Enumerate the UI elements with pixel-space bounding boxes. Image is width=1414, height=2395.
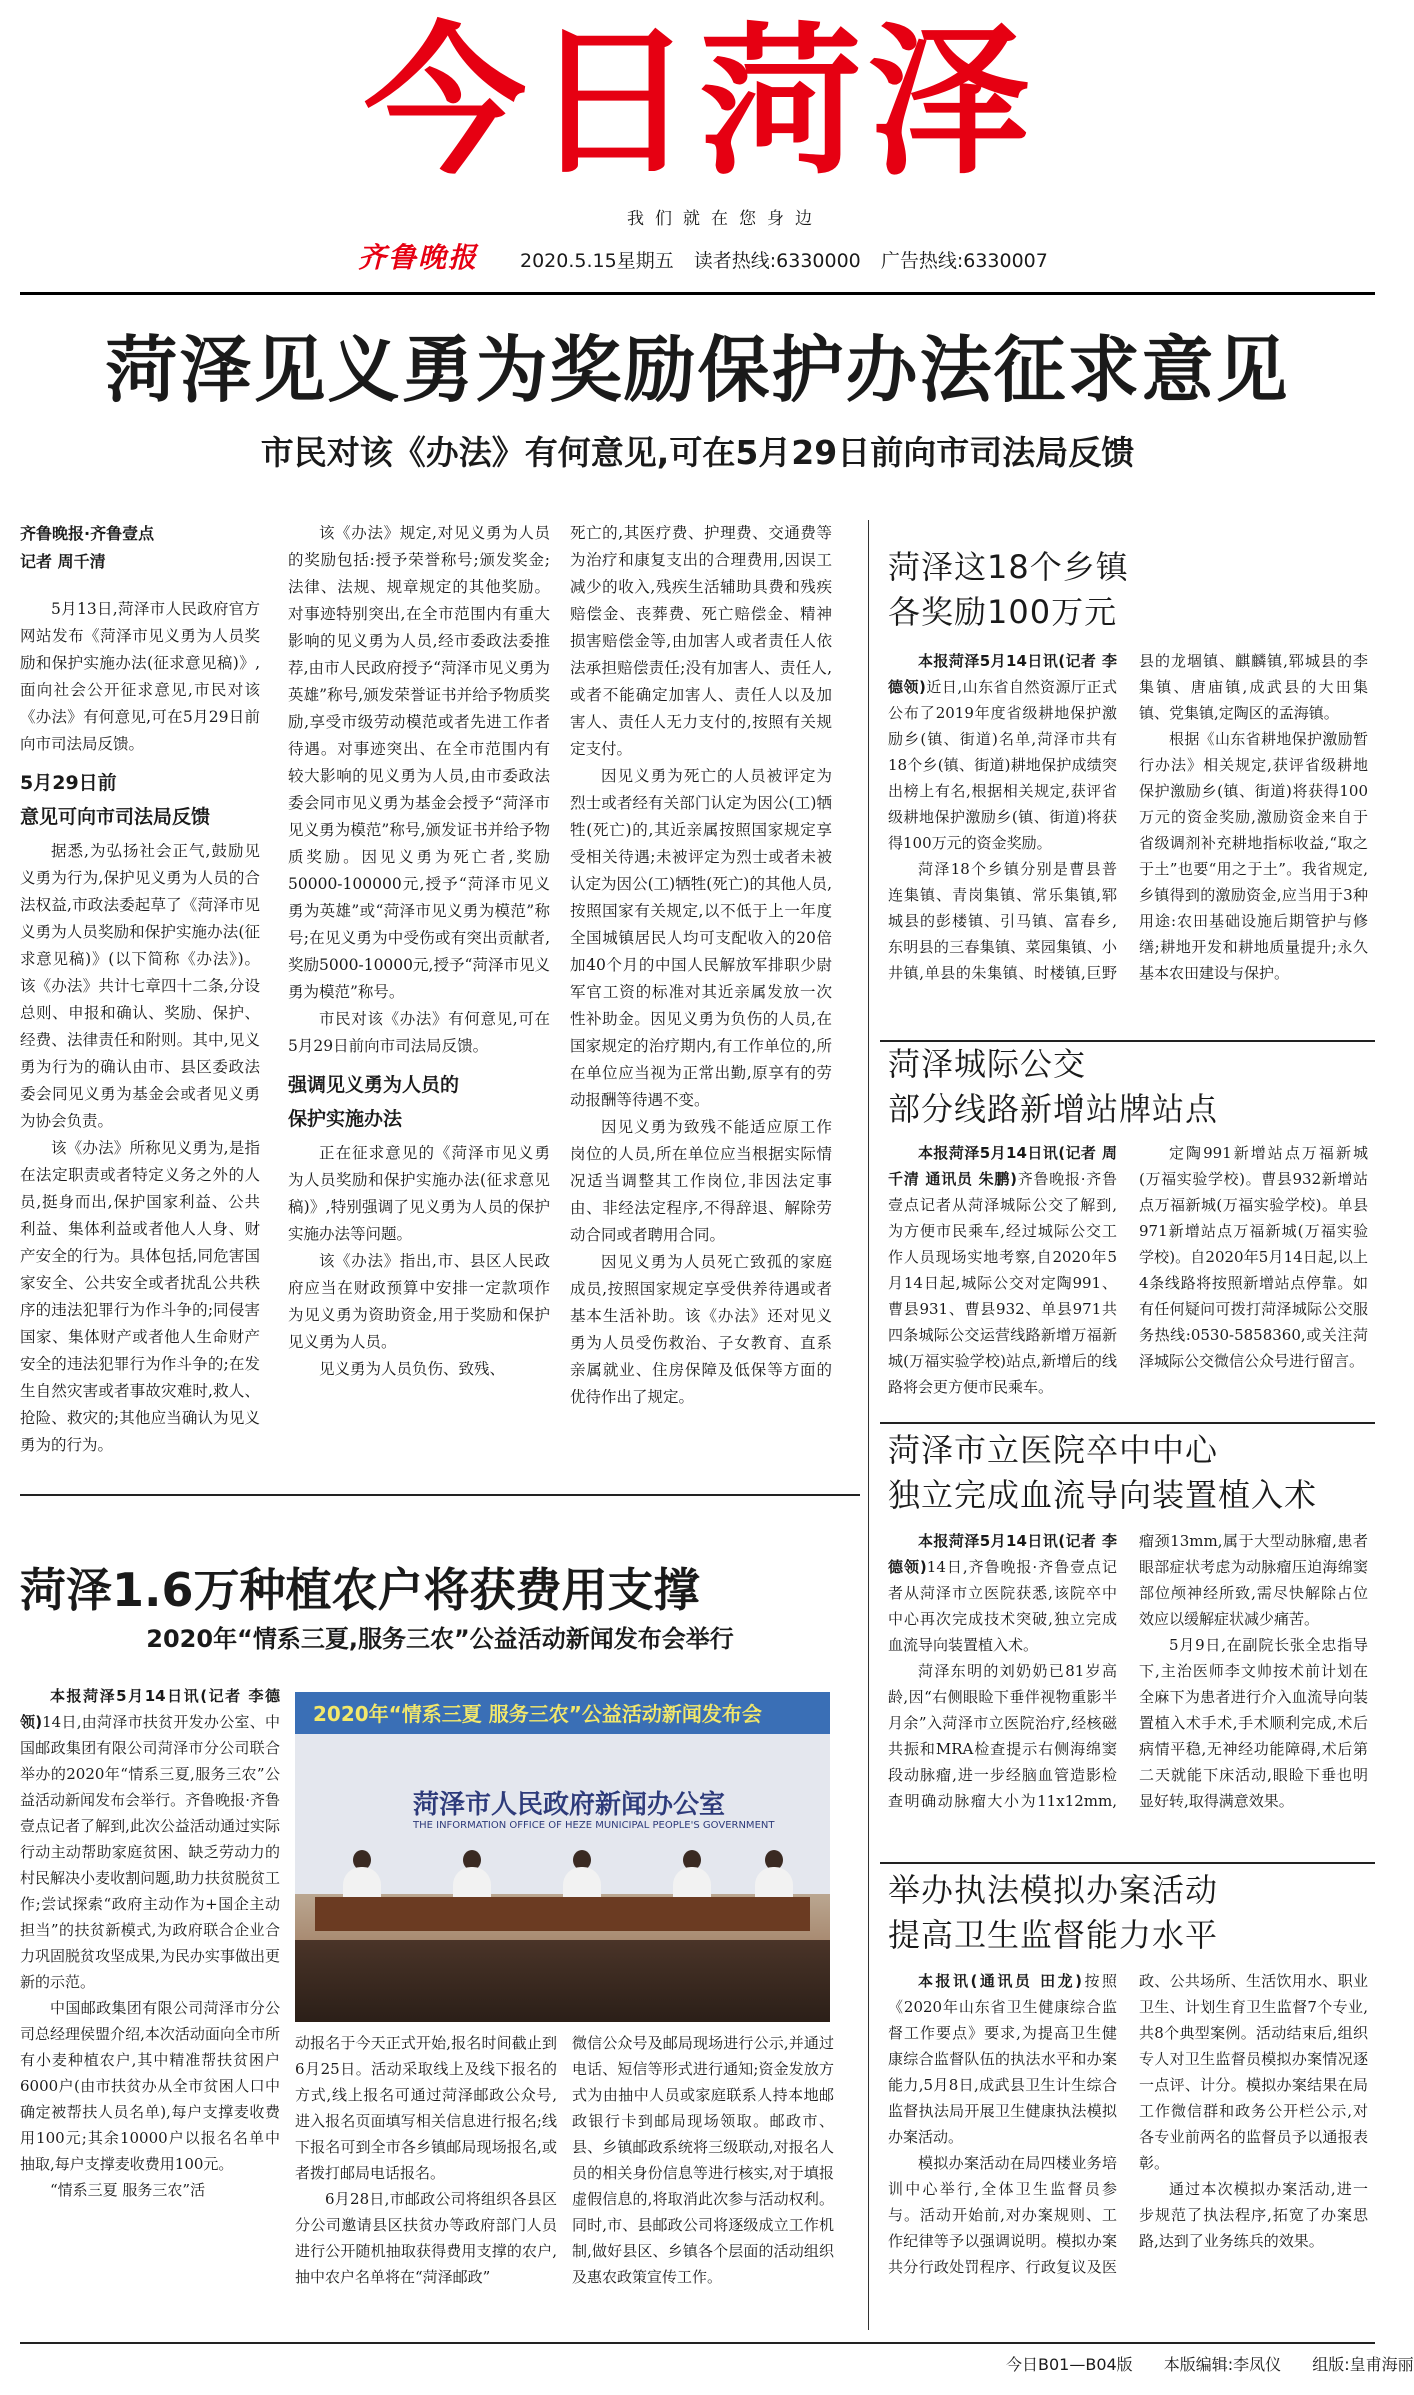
body-paragraph: 该《办法》指出,市、县区人民政府应当在财政预算中安排一定款项作为见义勇为资助资金,用于奖励和保护见义勇为人员。 <box>288 1252 550 1351</box>
body-paragraph: 齐鲁晚报·齐鲁壹点记者从菏泽城际公交了解到,为方便市民乘车,经过城际公交工作人员现场实地考察,自2020年5月14日起,城际公交对定陶991、曹县931、曹县932、单县971共四条城际公交运营线路新增万福新城(万福实验学校)站点,新增后的线路将会更方便市民乘车。 <box>888 1170 1117 1396</box>
section-rule <box>20 1494 860 1496</box>
farmers-column-1 <box>20 1683 280 2333</box>
issue-date: 2020.5.15星期五 <box>520 250 674 272</box>
masthead-rule <box>20 292 1375 295</box>
body-paragraph: 按照《2020年山东省卫生健康综合监督工作要点》要求,为提高卫生健康综合监督队伍的执法水平和办案能力,5月8日,成武县卫生计生综合监督执法局开展卫生健康执法模拟办案活动。 <box>888 1972 1117 2146</box>
bus-title-1: 菏泽城际公交 <box>888 1045 1087 1083</box>
health-title-2: 提高卫生监督能力水平 <box>888 1916 1219 1954</box>
masthead-title: 今日菏泽 <box>364 9 1036 197</box>
section-subhead: 5月29日前 意见可向市司法局反馈 <box>20 772 211 828</box>
body-paragraph: 因见义勇为致残不能适应原工作岗位的人员,所在单位应当根据实际情况适当调整其工作岗位,非因法定事由、非经法定程序,不得辞退、解除劳动合同或者聘用合同。 <box>570 1118 832 1244</box>
photo-nameplate: 菏泽市人民政府新闻办公室 <box>413 1790 726 1820</box>
bus-lead: 本报菏泽5月14日讯(记者 周千清 通讯员 朱鹏) <box>888 1144 1117 1188</box>
photo-table <box>315 1897 810 1931</box>
bus-title-2: 部分线路新增站牌站点 <box>888 1090 1219 1128</box>
hospital-body <box>888 1528 1368 1858</box>
body-paragraph: 近日,山东省自然资源厅正式公布了2019年度省级耕地保护激励乡(镇、街道)名单,菏泽市共有18个乡(镇、街道)耕地保护成绩突出榜上有名,根据相关规定,获评省级耕地保护激励乡(镇、街道)将获得100万元的资金奖励。 <box>888 678 1117 852</box>
issue-info <box>520 246 1062 273</box>
body-paragraph: 因见义勇为人员死亡致孤的家庭成员,按照国家规定享受供养待遇或者基本生活补助。该《办法》还对见义勇为人员受伤救治、子女教育、直系亲属就业、住房保障及低保等方面的优待作出了规定。 <box>570 1253 832 1406</box>
hospital-lead: 本报菏泽5月14日讯(记者 李德领) <box>888 1532 1117 1576</box>
townships-title-2: 各奖励100万元 <box>888 593 1118 631</box>
body-paragraph: 14日,由菏泽市扶贫开发办公室、中国邮政集团有限公司菏泽市分公司联合举办的2020年“情系三夏,服务三农”公益活动新闻发布会举行。齐鲁晚报·齐鲁壹点记者了解到,此次公益活动通过实际行动主动帮助家庭贫困、缺乏劳动力的村民解决小麦收割问题,助力扶贫脱贫工作;尝试探索“政府主动作为+国企主动担当”的扶贫新模式,为政府联合企业合力巩固脱贫攻坚成果,为民办实事做出更新的示范。 <box>20 1713 280 1991</box>
body-paragraph: 模拟办案活动在局四楼业务培训中心举行,全体卫生监督员参与。活动开始前,对办案规则、工作纪律等予以强调说明。模拟办案共分行政处罚程序、行政复议及医政、公共场所、生活饮用水、职业卫生、计划生育卫生监督7个专业,共8个典型案例。活动结束后,组织专人对卫生监督员模拟办案情况逐一点评、计分。模拟办案结果在局工作微信群和政务公开栏公示,对各专业前两名的监督员予以通报表彰。 <box>888 1972 1368 2276</box>
lead-column-1 <box>20 520 260 1490</box>
photo-banner-text: 2020年“情系三夏 服务三农”公益活动新闻发布会 <box>313 1702 762 1726</box>
body-paragraph: 通过本次模拟办案活动,进一步规范了执法程序,拓宽了办案思路,达到了业务练兵的效果。 <box>1139 2180 1368 2250</box>
lead-paragraph: 5月13日,菏泽市人民政府官方网站发布《菏泽市见义勇为人员奖励和保护实施办法(征求意见稿)》,面向社会公开征求意见,市民对该《办法》有何意见,可在5月29日前向市司法局反馈。 <box>20 600 260 753</box>
body-paragraph: 动报名于今天正式开始,报名时间截止到6月25日。活动采取线上及线下报名的方式,线上报名可通过菏泽邮政公众号,进入报名页面填写相关信息进行报名;线下报名可到全市各乡镇邮局现场报名,或者拨打邮局电话报名。 <box>295 2034 557 2182</box>
body-paragraph: 菏泽东明的刘奶奶已81岁高龄,因“右侧眼睑下垂伴视物重影半月余”入菏泽市立医院治疗,经核磁共振和MRA检查提示右侧海绵窦段动脉瘤,进一步经脑血管造影检查明确动脉瘤大小为11x12mm,瘤颈13mm,属于大型动脉瘤,患者眼部症状考虑为动脉瘤压迫海绵窦部位颅神经所致,需尽快解除占位效应以缓解症状减少痛苦。 <box>888 1532 1368 1810</box>
body-paragraph: 该《办法》规定,对见义勇为人员的奖励包括:授予荣誉称号;颁发奖金;法律、法规、规章规定的其他奖励。对事迹特别突出,在全市范围内有重大影响的见义勇为人员,经市委政法委推荐,由市人民政府授予“菏泽市见义勇为英雄”称号,颁发荣誉证书并给予物质奖励,享受市级劳动模范或者先进工作者待遇。对事迹突出、在全市范围内有较大影响的见义勇为人员,由市委政法委会同市见义勇为基金会授予“菏泽市见义勇为模范”称号,颁发证书并给予物质奖励。因见义勇为死亡者,奖励50000-100000元,授予“菏泽市见义勇为英雄”或“菏泽市见义勇为模范”称号;在见义勇为中受伤或有突出贡献者,奖励5000-10000元,授予“菏泽市见义勇为模范”称号。 <box>288 524 550 1001</box>
body-paragraph: 见义勇为人员负伤、致残、 <box>319 1360 506 1378</box>
photo-audience <box>295 1940 830 2022</box>
section-rule <box>880 1862 1375 1864</box>
hospital-title-1: 菏泽市立医院卒中中心 <box>888 1431 1219 1469</box>
body-paragraph: 微信公众号及邮局现场进行公示,并通过电话、短信等形式进行通知;资金发放方式为由抽中人员或家庭联系人持本地邮政银行卡到邮局现场领取。邮政市、县、乡镇邮政系统将三级联动,对报名人员的相关身份信息等进行核实,对于填报虚假信息的,将取消此次参与活动权利。同时,市、县邮政公司将逐级成立工作机制,做好县区、乡镇各个层面的活动组织及惠农政策宣传工作。 <box>572 2034 834 2286</box>
health-lead: 本报讯(通讯员 田龙) <box>918 1972 1082 1990</box>
body-paragraph: 该《办法》所称见义勇为,是指在法定职责或者特定义务之外的人员,挺身而出,保护国家利益、公共利益、集体利益或者他人人身、财产安全的行为。具体包括,同危害国家安全、公共安全或者扰乱公共秩序的违法犯罪行为作斗争的;同侵害国家、集体财产或者他人生命财产安全的违法犯罪行为作斗争的;在发生自然灾害或者事故灾难时,救人、抢险、救灾的;其他应当确认为见义勇为的行为。 <box>20 1139 260 1454</box>
body-paragraph: 根据《山东省耕地保护激励暂行办法》相关规定,获评省级耕地保护激励乡(镇、街道)将获得100万元的资金奖励,激励资金来自于省级调剂补充耕地指标收益,“取之于土”也要“用之于土”。我省规定,乡镇得到的激励资金,应当用于3种用途:农田基础设施后期管护与修缮;耕地开发和耕地质量提升;永久基本农田建设与保护。 <box>1139 730 1368 982</box>
footer-editor: 本版编辑:李凤仪 <box>1163 2355 1282 2374</box>
body-paragraph: 因见义勇为死亡的人员被评定为烈士或者经有关部门认定为因公(工)牺牲(死亡)的,其近亲属按照国家规定享受相关待遇;未被评定为烈士或者未被认定为因公(工)牺牲(死亡)的其他人员,按照国家有关规定,以不低于上一年度全国城镇居民人均可支配收入的20倍加40个月的中国人民解放军排职少尉军官工资的标准对其近亲属发放一次性补助金。因见义勇为负伤的人员,在国家规定的治疗期内,有工作单位的,所在单位应当视为正常出勤,原享有的劳动报酬等待遇不变。 <box>570 767 832 1109</box>
farmers-subheadline: 2020年“情系三夏,服务三农”公益活动新闻发布会举行 <box>146 1625 734 1653</box>
lead-column-3 <box>570 520 832 1490</box>
body-paragraph: 中国邮政集团有限公司菏泽市分公司总经理侯盟介绍,本次活动面向全市所有小麦种植农户,其中精准帮扶贫困户6000户(由市扶贫办从全市贫困人口中确定被帮扶人员名单),每户支撑麦收费用100元;其余10000户以报名名单中抽取,每户支撑麦收费用100元。 <box>20 1999 280 2173</box>
townships-body <box>888 648 1368 1038</box>
body-paragraph: 菏泽18个乡镇分别是曹县普连集镇、青岗集镇、常乐集镇,郓城县的彭楼镇、引马镇、富春乡,东明县的三春集镇、菜园集镇、小井镇,单县的朱集镇、时楼镇,巨野县的龙堌镇、麒麟镇,郓城县的李集镇、唐庙镇,成武县的大田集镇、党集镇,定陶区的孟海镇。 <box>888 652 1368 982</box>
farmers-headline: 菏泽1.6万种植农户将获费用支撑 <box>20 1563 700 1617</box>
health-title-1: 举办执法模拟办案活动 <box>888 1871 1219 1909</box>
farmers-column-3 <box>572 2030 834 2335</box>
byline-source: 齐鲁晚报·齐鲁壹点 <box>20 524 155 543</box>
farmers-column-2 <box>295 2030 557 2335</box>
ad-hotline: 广告热线:6330007 <box>880 250 1048 272</box>
hospital-title-2: 独立完成血流导向装置植入术 <box>888 1476 1318 1514</box>
health-body <box>888 1968 1368 2333</box>
body-paragraph: 定陶991新增站点万福新城(万福实验学校)。曹县932新增站点万福新城(万福实验学校)。单县971新增站点万福新城(万福实验学校)。自2020年5月14日起,以上4条线路将按照新增站点停靠。如有任何疑问可拨打菏泽城际公交服务热线:0530-5858360,或关注菏泽城际公交微信公众号进行留言。 <box>1139 1144 1368 1370</box>
footer-rule <box>20 2342 1375 2344</box>
footer-pages: 今日B01—B04版 <box>1006 2355 1133 2374</box>
byline-reporter: 记者 周千清 <box>20 552 106 571</box>
body-paragraph: “情系三夏 服务三农”活 <box>50 2181 206 2199</box>
lead-subheadline: 市民对该《办法》有何意见,可在5月29日前向市司法局反馈 <box>260 433 1135 472</box>
masthead-slogan: 我们就在您身边 <box>627 209 823 229</box>
press-conference-photo <box>295 1692 830 2022</box>
footer-layout: 组版:皇甫海丽 <box>1312 2355 1414 2374</box>
body-paragraph: 5月9日,在副院长张全忠指导下,主治医师李文帅按术前计划在全麻下为患者进行介入血流导向装置植入术手术,手术顺利完成,术后病情平稳,无神经功能障碍,术后第二天就能下床活动,眼睑下垂也明显好转,取得满意效果。 <box>1139 1636 1368 1810</box>
page-footer <box>980 2352 1414 2375</box>
body-paragraph: 市民对该《办法》有何意见,可在5月29日前向市司法局反馈。 <box>288 1010 550 1055</box>
body-paragraph: 正在征求意见的《菏泽市见义勇为人员奖励和保护实施办法(征求意见稿)》,特别强调了见义勇为人员的保护实施办法等问题。 <box>288 1144 550 1243</box>
townships-lead: 本报菏泽5月14日讯(记者 李德领) <box>888 652 1117 696</box>
brand-logo: 齐鲁晚报 <box>358 241 479 274</box>
body-paragraph: 死亡的,其医疗费、护理费、交通费等为治疗和康复支出的合理费用,因误工减少的收入,残疾生活辅助具费和残疾赔偿金、丧葬费、死亡赔偿金、精神损害赔偿金等,由加害人或者责任人依法承担赔偿责任;没有加害人、责任人,或者不能确定加害人、责任人以及加害人、责任人无力支付的,按照有关规定支付。 <box>570 524 832 758</box>
body-paragraph: 14日,齐鲁晚报·齐鲁壹点记者从菏泽市立医院获悉,该院卒中中心再次完成技术突破,独立完成血流导向装置植入术。 <box>888 1558 1118 1654</box>
section-subhead: 强调见义勇为人员的 保护实施办法 <box>288 1074 460 1130</box>
photo-nameplate-en: THE INFORMATION OFFICE OF HEZE MUNICIPAL PEOPLE'S GOVERNMENT <box>413 1820 775 1831</box>
column-divider <box>868 520 869 2330</box>
body-paragraph: 6月28日,市邮政公司将组织各县区分公司邀请县区扶贫办等政府部门人员进行公开随机抽取获得费用支撑的农户,抽中农户名单将在“菏泽邮政” <box>295 2190 557 2286</box>
section-rule <box>880 1422 1375 1424</box>
farmers-lead: 本报菏泽5月14日讯(记者 李德领) <box>20 1687 280 1731</box>
lead-headline: 菏泽见义勇为奖励保护办法征求意见 <box>105 328 1290 412</box>
reader-hotline: 读者热线:6330000 <box>693 250 861 272</box>
body-paragraph: 据悉,为弘扬社会正气,鼓励见义勇为行为,保护见义勇为人员的合法权益,市政法委起草了《菏泽市见义勇为人员奖励和保护实施办法(征求意见稿)》(以下简称《办法》)。该《办法》共计七章四十二条,分设总则、申报和确认、奖励、保护、经费、法律责任和附则。其中,见义勇为行为的确认由市、县区委政法委会同见义勇为基金会或者见义勇为协会负责。 <box>20 842 260 1130</box>
bus-body <box>888 1140 1368 1420</box>
lead-column-2 <box>288 520 550 1490</box>
townships-title-1: 菏泽这18个乡镇 <box>888 548 1129 586</box>
